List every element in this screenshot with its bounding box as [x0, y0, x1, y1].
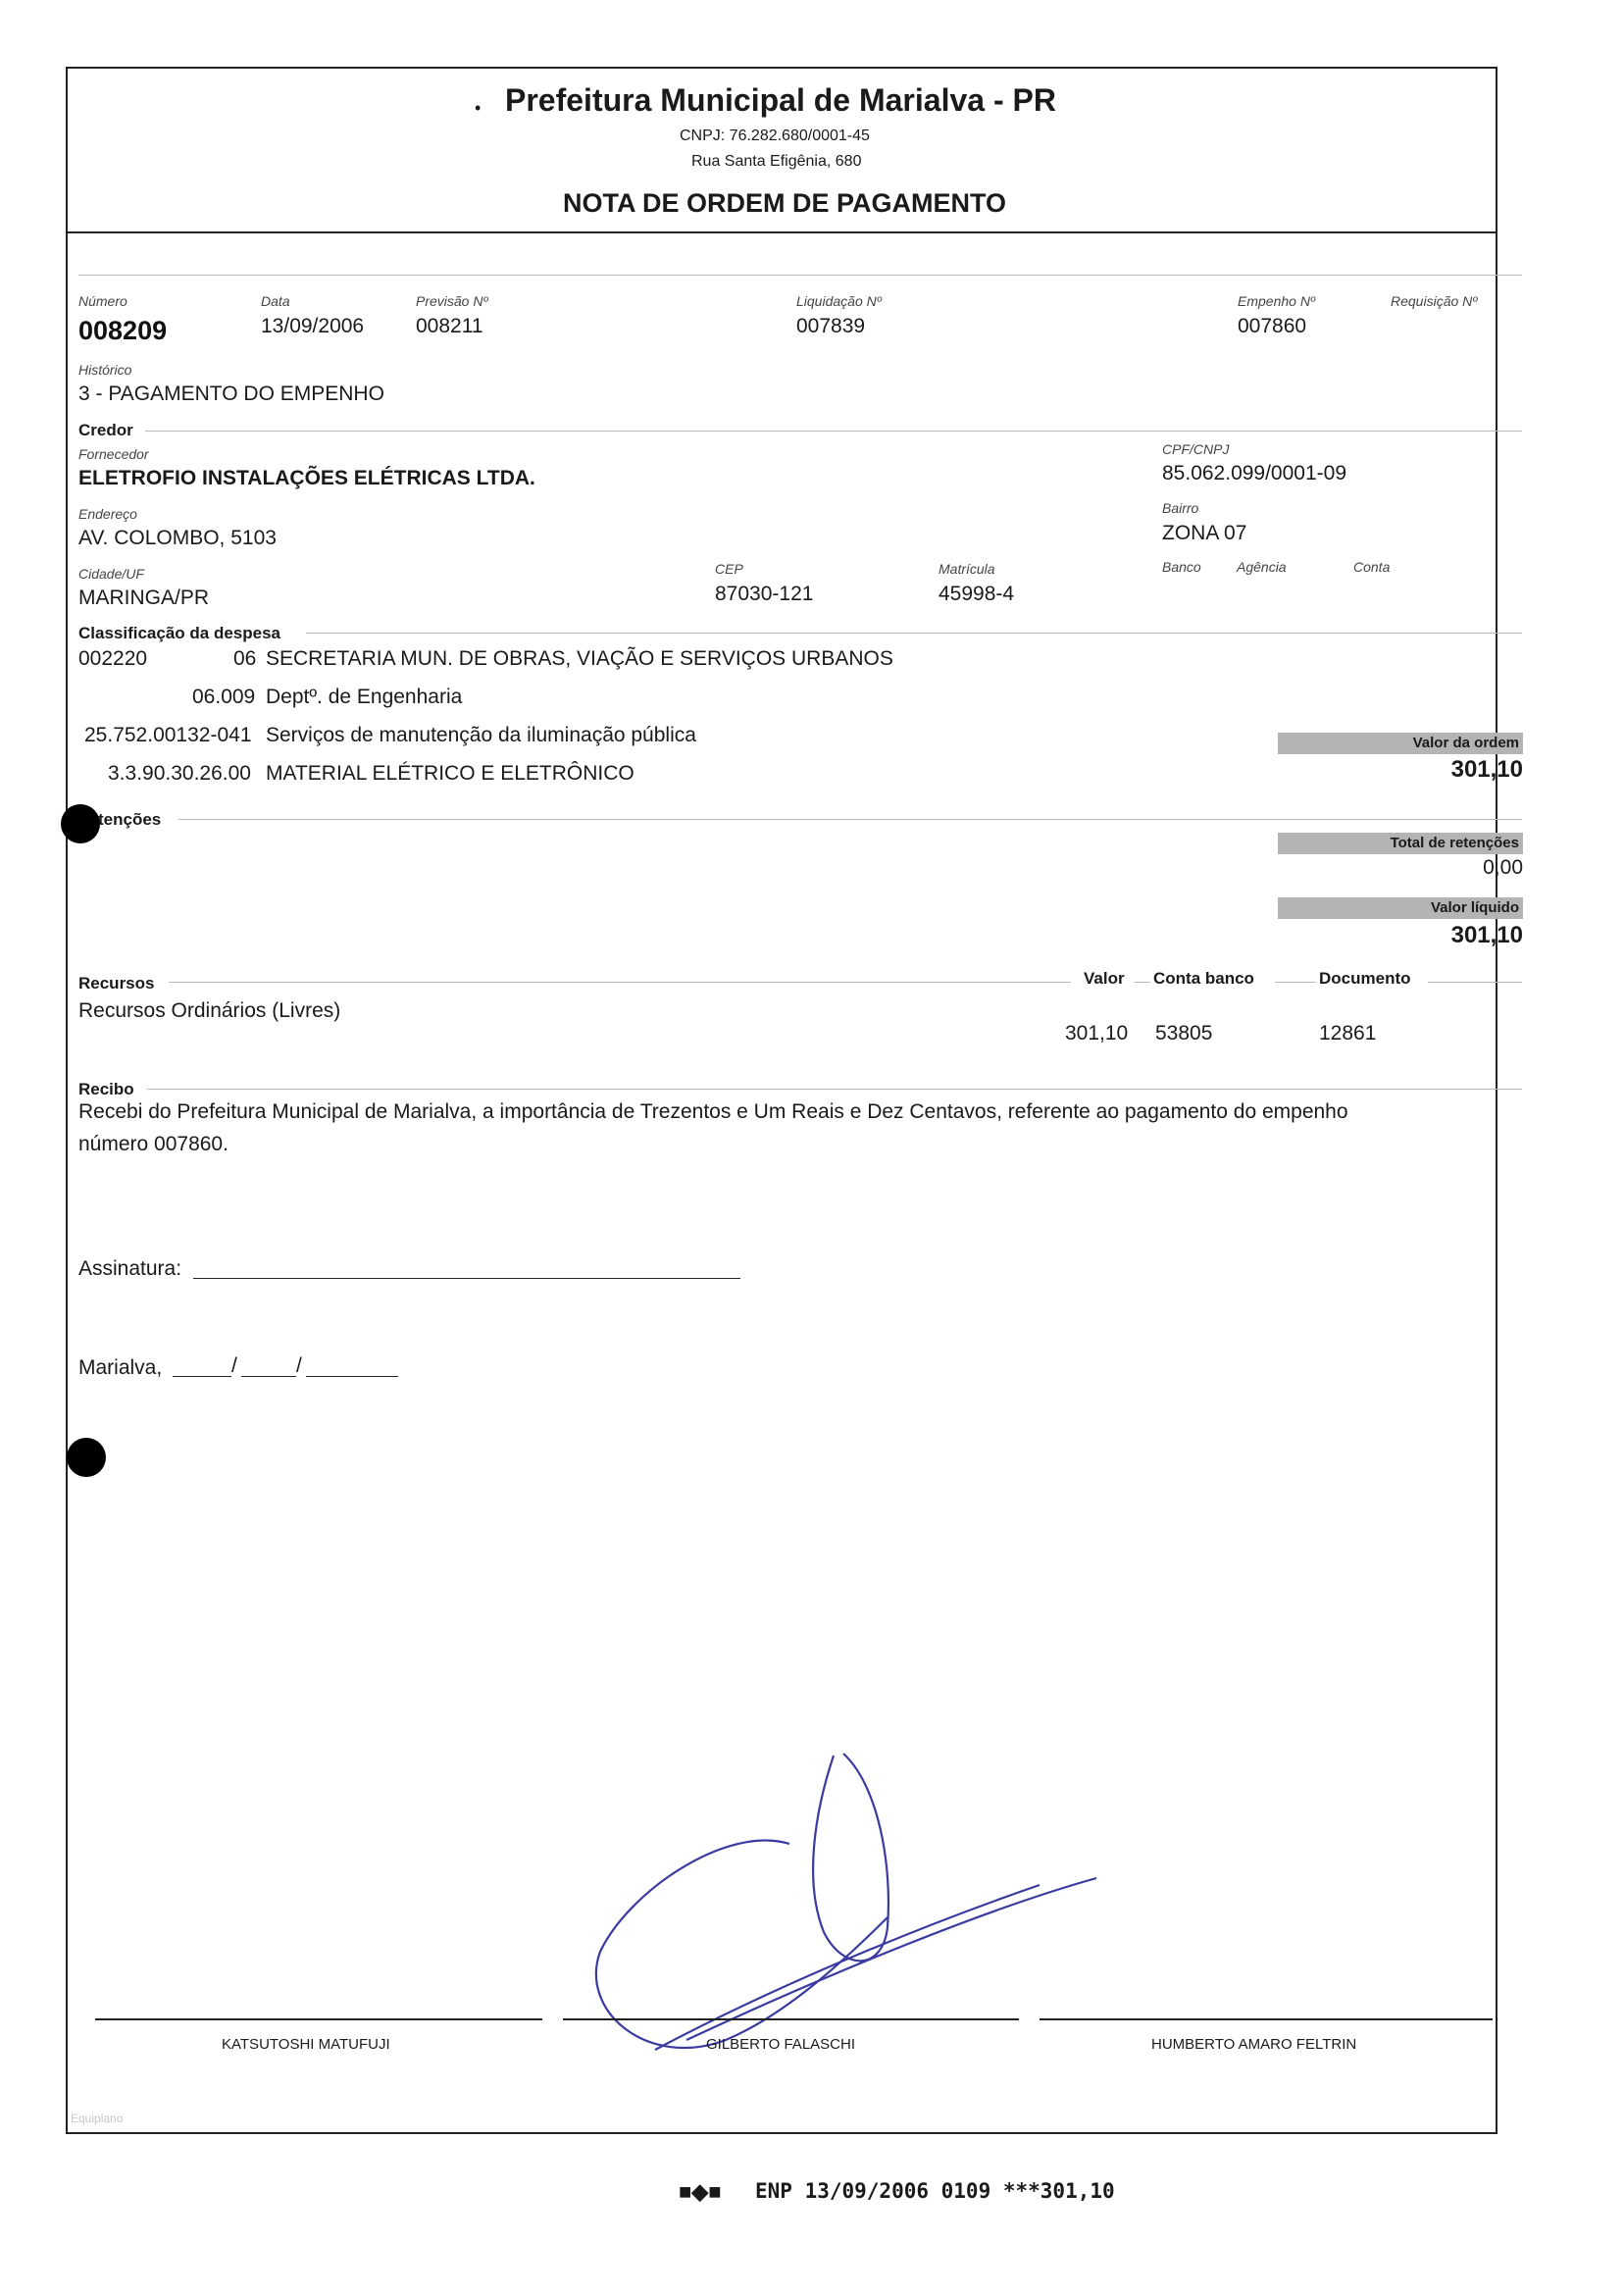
signature-line-2 — [563, 2018, 1019, 2020]
assinatura-line — [193, 1278, 740, 1279]
date-slash-1: / — [231, 1354, 237, 1377]
matricula-label: Matrícula — [939, 561, 995, 577]
recursos-documento-header: Documento — [1319, 969, 1411, 988]
date-blank-month — [241, 1376, 296, 1377]
classificacao-section: Classificação da despesa — [78, 624, 281, 642]
recursos-rule-4 — [1428, 982, 1522, 983]
banco-label: Banco — [1162, 559, 1201, 575]
signatory-1: KATSUTOSHI MATUFUJI — [222, 2036, 390, 2053]
fornecedor-value: ELETROFIO INSTALAÇÕES ELÉTRICAS LTDA. — [78, 467, 535, 489]
local-data-label: Marialva, — [78, 1356, 163, 1379]
payment-stamp: ENP 13/09/2006 0109 ***301,10 — [755, 2179, 1115, 2203]
conta-label: Conta — [1353, 559, 1391, 575]
data-value: 13/09/2006 — [261, 315, 365, 337]
valor-liquido-label: Valor líquido — [1430, 899, 1519, 916]
total-retencoes-value: 0,00 — [1483, 856, 1523, 879]
cidade-value: MARINGA/PR — [78, 586, 210, 609]
cep-label: CEP — [715, 561, 743, 577]
empenho-label: Empenho Nº — [1238, 293, 1316, 309]
valor-ordem-label: Valor da ordem — [1412, 735, 1519, 751]
bairro-label: Bairro — [1162, 500, 1199, 516]
historico-label: Histórico — [78, 362, 132, 378]
numero-value: 008209 — [78, 316, 168, 345]
recursos-rule-3 — [1275, 982, 1316, 983]
date-blank-day — [173, 1376, 231, 1377]
valor-ordem-value: 301,10 — [1450, 756, 1523, 783]
signatory-2: GILBERTO FALASCHI — [706, 2036, 855, 2053]
total-retencoes-label: Total de retenções — [1390, 835, 1519, 851]
elem-code: 3.3.90.30.26.00 — [108, 762, 251, 785]
proj-code: 25.752.00132-041 — [84, 724, 252, 746]
unit-name: Deptº. de Engenharia — [266, 686, 463, 708]
valor-liquido-box — [1278, 897, 1523, 919]
endereco-value: AV. COLOMBO, 5103 — [78, 527, 277, 549]
liquidacao-value: 007839 — [796, 315, 866, 337]
credor-section: Credor — [78, 421, 133, 439]
data-label: Data — [261, 293, 290, 309]
recursos-rule-2 — [1135, 982, 1150, 983]
fornecedor-label: Fornecedor — [78, 446, 149, 462]
date-slash-2: / — [296, 1354, 302, 1377]
empenho-value: 007860 — [1238, 315, 1307, 337]
credor-rule — [145, 431, 1522, 432]
cpf-label: CPF/CNPJ — [1162, 441, 1230, 457]
historico-value: 3 - PAGAMENTO DO EMPENHO — [78, 382, 384, 405]
recursos-conta-header: Conta banco — [1153, 969, 1254, 988]
valor-ordem-box — [1278, 733, 1523, 754]
elem-name: MATERIAL ELÉTRICO E ELETRÔNICO — [266, 762, 634, 785]
unit-code: 06.009 — [192, 686, 256, 708]
header-address: Rua Santa Efigênia, 680 — [691, 153, 862, 170]
recibo-line-2: número 007860. — [78, 1133, 228, 1155]
recursos-valor-header: Valor — [1084, 969, 1125, 988]
header-cnpj: CNPJ: 76.282.680/0001-45 — [680, 127, 870, 144]
punch-hole-bottom — [67, 1438, 106, 1477]
total-retencoes-box — [1278, 833, 1523, 854]
valor-liquido-value: 301,10 — [1450, 922, 1523, 948]
recibo-rule — [147, 1089, 1522, 1090]
assinatura-label: Assinatura: — [78, 1257, 182, 1280]
liquidacao-label: Liquidação Nº — [796, 293, 882, 309]
recursos-rule — [169, 982, 1071, 983]
bairro-value: ZONA 07 — [1162, 522, 1247, 544]
agencia-label: Agência — [1237, 559, 1287, 575]
previsao-value: 008211 — [416, 315, 483, 337]
org-name: SECRETARIA MUN. DE OBRAS, VIAÇÃO E SERVIÇOS URBANOS — [266, 647, 893, 670]
org-code: 06 — [233, 647, 257, 670]
cpf-value: 85.062.099/0001-09 — [1162, 462, 1347, 484]
endereco-label: Endereço — [78, 506, 137, 522]
classificacao-rule — [306, 633, 1522, 634]
previsao-label: Previsão Nº — [416, 293, 488, 309]
recursos-valor: 301,10 — [1065, 1022, 1129, 1045]
header-title: Prefeitura Municipal de Marialva - PR — [505, 82, 1056, 118]
retencoes-rule — [178, 819, 1522, 820]
proj-name: Serviços de manutenção da iluminação pública — [266, 724, 696, 746]
date-blank-year — [306, 1376, 398, 1377]
cidade-label: Cidade/UF — [78, 566, 144, 582]
header-separator — [68, 231, 1496, 233]
punch-hole-top — [61, 804, 100, 843]
recursos-documento: 12861 — [1319, 1022, 1377, 1045]
cep-value: 87030-121 — [715, 583, 814, 605]
signatory-3: HUMBERTO AMARO FELTRIN — [1151, 2036, 1357, 2053]
recursos-conta: 53805 — [1155, 1022, 1213, 1045]
stamp-logo-icon: ■◆■ — [679, 2179, 722, 2204]
recursos-section: Recursos — [78, 974, 155, 993]
matricula-value: 45998-4 — [939, 583, 1015, 605]
top-rule — [78, 275, 1522, 276]
recibo-line-1: Recebi do Prefeitura Municipal de Marialva, a importância de Trezentos e Um Reais e Dez Centavos, referente ao pagamento do empenho — [78, 1100, 1348, 1123]
recibo-section: Recibo — [78, 1080, 134, 1098]
signature-line-1 — [95, 2018, 542, 2020]
software-credit: Equiplano — [71, 2112, 124, 2125]
numero-label: Número — [78, 293, 127, 309]
document-title: NOTA DE ORDEM DE PAGAMENTO — [563, 188, 1007, 218]
classificacao-code: 002220 — [78, 647, 148, 670]
retencoes-section: tenções — [98, 810, 162, 829]
signature-line-3 — [1040, 2018, 1493, 2020]
header-mark-icon: • — [475, 98, 482, 118]
requisicao-label: Requisição Nº — [1391, 293, 1478, 309]
recursos-name: Recursos Ordinários (Livres) — [78, 999, 341, 1022]
